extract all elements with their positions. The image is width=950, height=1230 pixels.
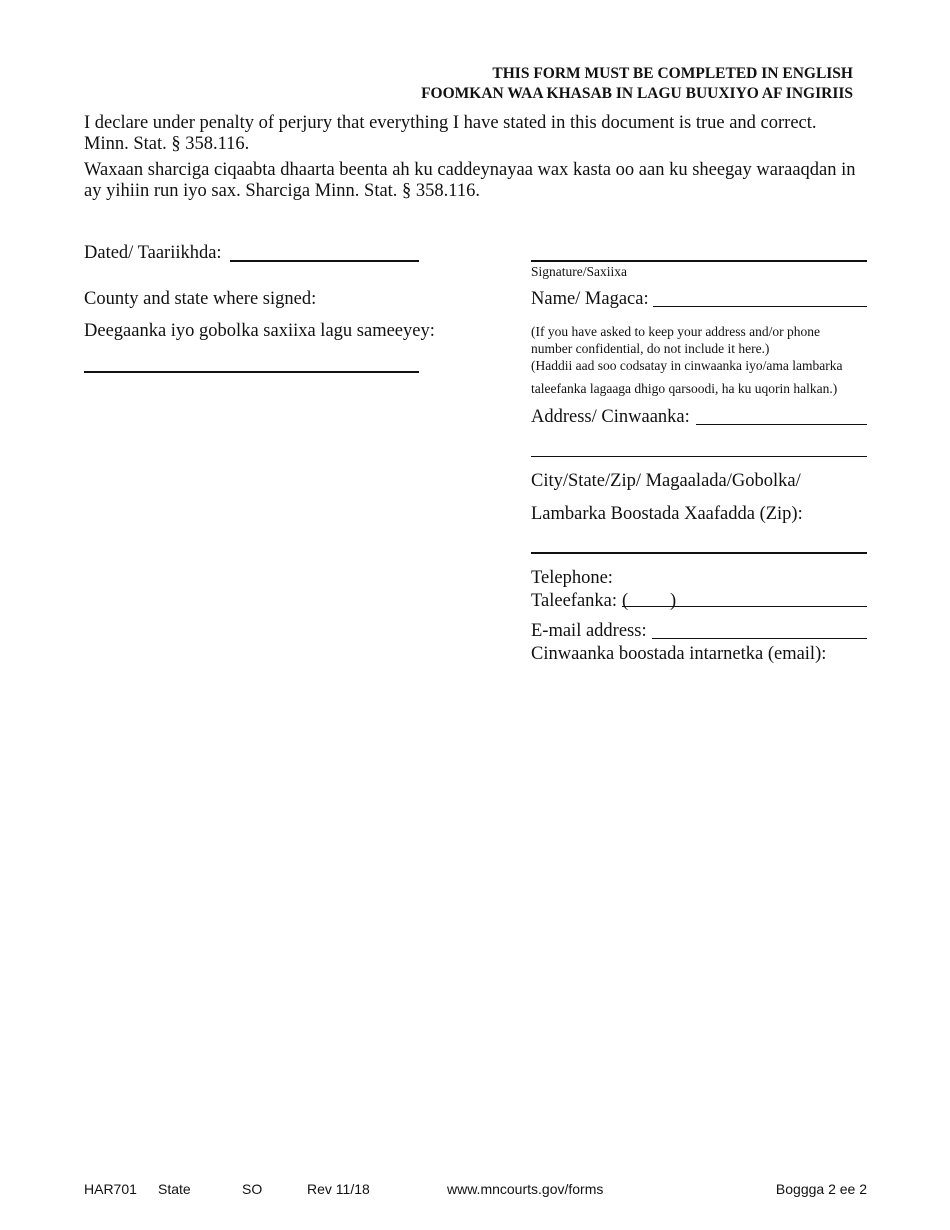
declaration-english-line1: I declare under penalty of perjury that everything I have stated in this document is true and correct. — [84, 113, 817, 133]
city-label-somali: Lambarka Boostada Xaafadda (Zip): — [531, 504, 803, 524]
form-language-notice — [421, 64, 853, 104]
city-field-line[interactable] — [531, 552, 867, 554]
county-label-somali: Deegaanka iyo gobolka saxiixa lagu sameeyey: — [84, 321, 435, 341]
county-label: County and state where signed: — [84, 289, 317, 309]
address-field-line[interactable] — [696, 424, 867, 425]
telephone-field-line[interactable] — [622, 606, 867, 607]
phone-area-code-open: ( — [622, 591, 629, 611]
confidential-note-line1: (If you have asked to keep your address and/or phone — [531, 324, 821, 339]
footer-state: State — [158, 1181, 191, 1197]
notice-line-somali: FOOMKAN WAA KHASAB IN LAGU BUUXIYO AF INGIRIIS — [421, 85, 853, 102]
declaration-somali-line1: Waxaan sharciga ciqaabta dhaarta beenta ah ku caddeynayaa wax kasta oo aan ku sheegay waraaqdan in — [84, 160, 856, 180]
confidential-note-line3: (Haddii aad soo codsatay in cinwaanka iyo/ama lambarka — [531, 358, 843, 373]
declaration-somali-line2: ay yihiin run iyo sax. Sharciga Minn. Stat. § 358.116. — [84, 181, 480, 201]
email-field-line[interactable] — [652, 638, 867, 639]
declaration-english-line2: Minn. Stat. § 358.116. — [84, 134, 250, 154]
name-field-line[interactable] — [653, 306, 867, 307]
dated-label: Dated/ Taariikhda: — [84, 243, 222, 263]
email-label-somali: Cinwaanka boostada intarnetka (email): — [531, 644, 827, 664]
dated-field-line[interactable] — [230, 260, 419, 262]
county-field-line[interactable] — [84, 371, 419, 373]
footer-form-id: HAR701 — [84, 1181, 137, 1197]
confidential-note-line4: taleefanka lagaaga dhigo qarsoodi, ha ku uqorin halkan.) — [531, 381, 838, 396]
footer-revision: Rev 11/18 — [307, 1181, 370, 1197]
name-label: Name/ Magaca: — [531, 289, 649, 309]
declaration-somali — [84, 160, 874, 202]
notice-line-english: THIS FORM MUST BE COMPLETED IN ENGLISH — [492, 65, 853, 82]
confidential-note-line2: number confidential, do not include it here.) — [531, 341, 770, 356]
signature-field-line[interactable] — [531, 260, 867, 262]
confidential-note — [531, 323, 843, 397]
city-label: City/State/Zip/ Magaalada/Gobolka/ — [531, 471, 801, 491]
phone-area-code-close: ) — [670, 591, 677, 611]
declaration-english — [84, 113, 874, 155]
signature-label: Signature/Saxiixa — [531, 264, 627, 279]
footer-language-code: SO — [242, 1181, 263, 1197]
address-label: Address/ Cinwaanka: — [531, 407, 690, 427]
telephone-label: Telephone: — [531, 568, 613, 588]
email-label: E-mail address: — [531, 621, 647, 641]
telephone-label-somali: Taleefanka: — [531, 591, 618, 611]
footer-url[interactable]: www.mncourts.gov/forms — [447, 1181, 604, 1197]
address-field-line-2[interactable] — [531, 456, 867, 457]
footer-page-number: Boggga 2 ee 2 — [775, 1181, 867, 1197]
